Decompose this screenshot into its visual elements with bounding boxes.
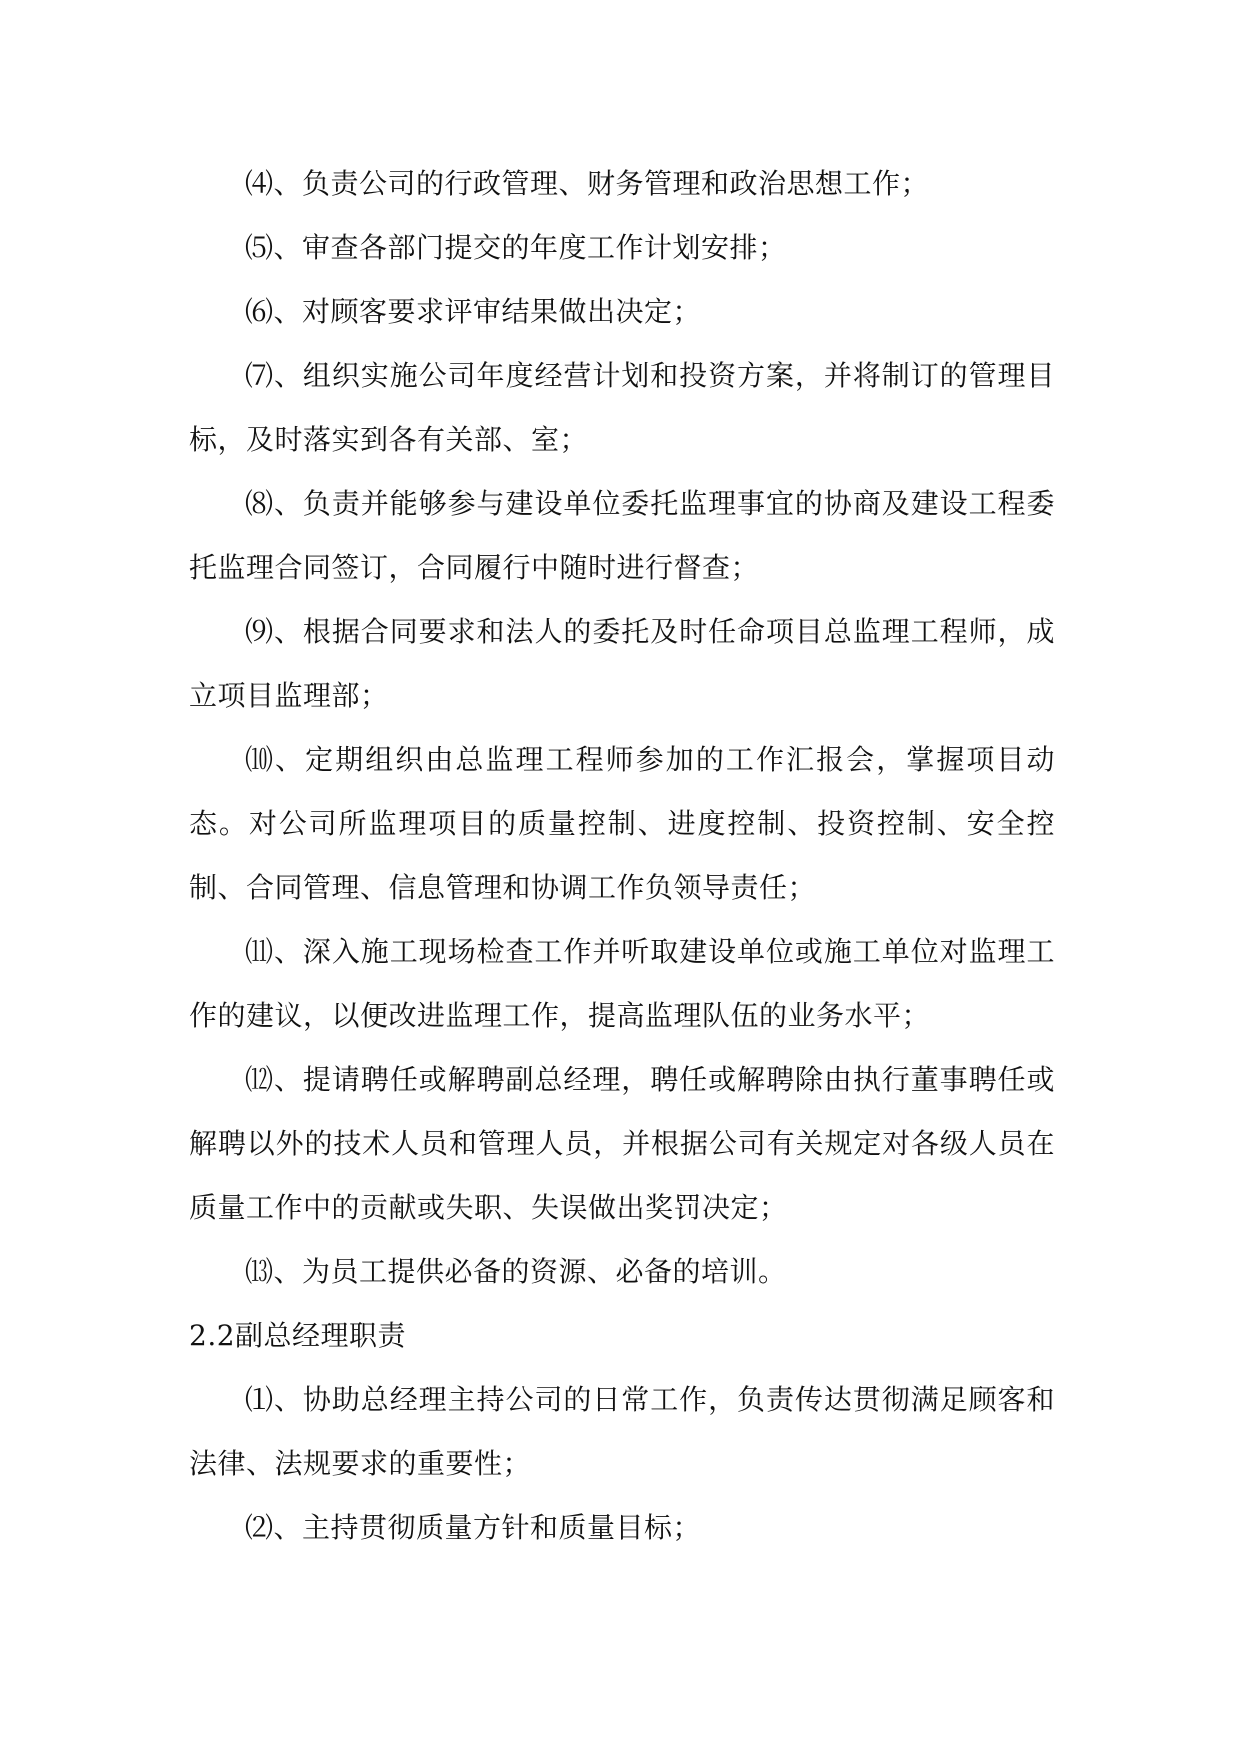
paragraph-item-12: ⑿、提请聘任或解聘副总经理，聘任或解聘除由执行董事聘任或解聘以外的技术人员和管理人员，并根据公司有关规定对各级人员在质量工作中的贡献或失职、失误做出奖罚决定； xyxy=(189,1063,1055,1224)
section-paragraph-item-2: ⑵、主持贯彻质量方针和质量目标； xyxy=(245,1511,702,1544)
paragraph-item-7: ⑺、组织实施公司年度经营计划和投资方案，并将制订的管理目标，及时落实到各有关部、室； xyxy=(189,359,1055,456)
section-heading: 2.2副总经理职责 xyxy=(189,1319,407,1352)
paragraph-item-11: ⑾、深入施工现场检查工作并听取建设单位或施工单位对监理工作的建议，以便改进监理工作，提高监理队伍的业务水平； xyxy=(189,935,1055,1032)
document-body xyxy=(189,152,1055,1560)
paragraph-item-8: ⑻、负责并能够参与建设单位委托监理事宜的协商及建设工程委托监理合同签订，合同履行中随时进行督查； xyxy=(189,487,1055,584)
paragraph-item-10: ⑽、定期组织由总监理工程师参加的工作汇报会，掌握项目动态。对公司所监理项目的质量控制、进度控制、投资控制、安全控制、合同管理、信息管理和协调工作负领导责任； xyxy=(189,743,1055,904)
section-paragraph-item-1: ⑴、协助总经理主持公司的日常工作，负责传达贯彻满足顾客和法律、法规要求的重要性； xyxy=(189,1383,1055,1480)
paragraph-item-4: ⑷、负责公司的行政管理、财务管理和政治思想工作； xyxy=(245,167,930,200)
paragraph-item-5: ⑸、审查各部门提交的年度工作计划安排； xyxy=(245,231,787,264)
paragraph-item-9: ⑼、根据合同要求和法人的委托及时任命项目总监理工程师，成立项目监理部； xyxy=(189,615,1055,712)
paragraph-item-6: ⑹、对顾客要求评审结果做出决定； xyxy=(245,295,702,328)
paragraph-item-13: ⒀、为员工提供必备的资源、必备的培训。 xyxy=(245,1255,787,1288)
